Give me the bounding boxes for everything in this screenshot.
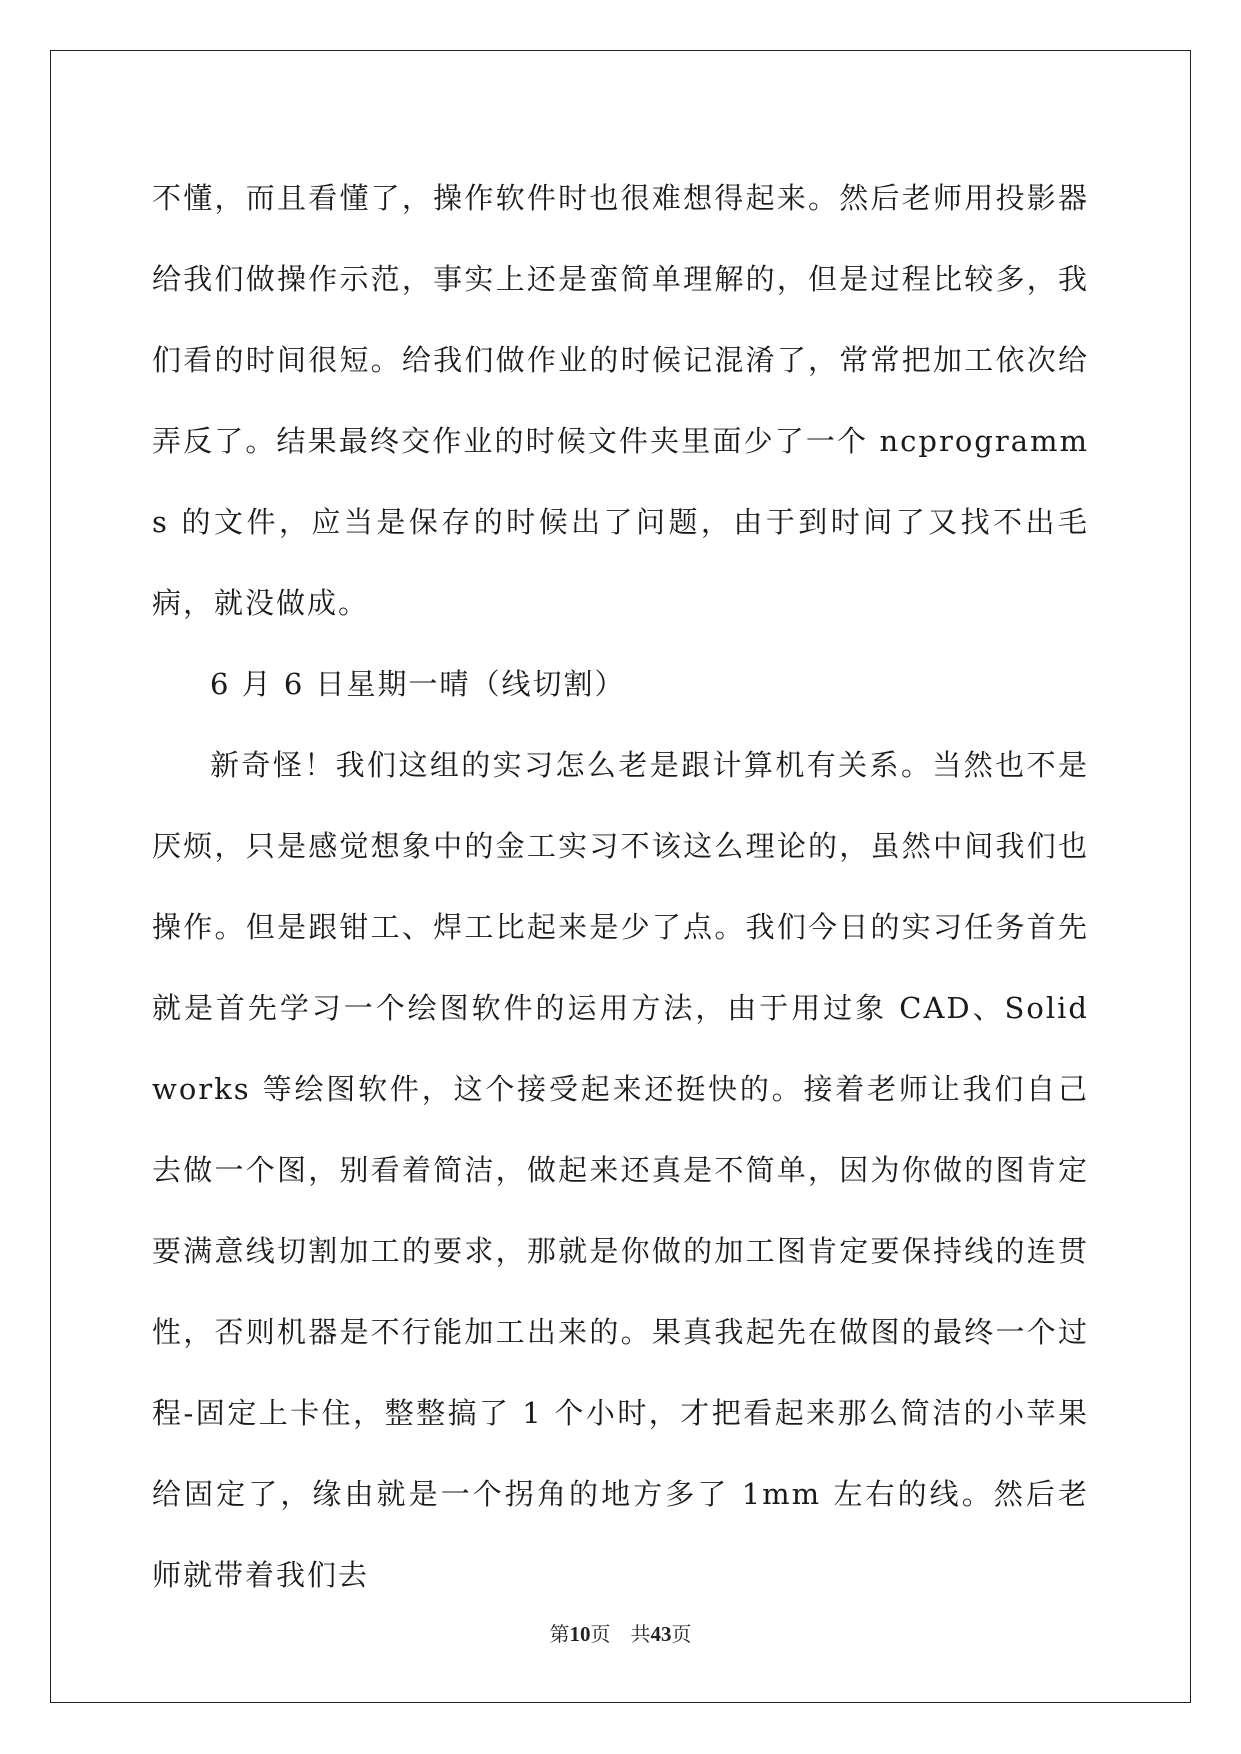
page-body — [152, 158, 1089, 1616]
footer-page-number: 10 — [569, 1622, 591, 1646]
paragraph-3: 新奇怪！我们这组的实习怎么老是跟计算机有关系。当然也不是厌烦，只是感觉想象中的金工实习不该这么理论的，虽然中间我们也操作。但是跟钳工、焊工比起来是少了点。我们今日的实习任务首先就是首先学习一个绘图软件的运用方法，由于用过象 CAD、Solidworks 等绘图软件，这个接受起来还挺快的。接着老师让我们自己去做一个图，别看着简洁，做起来还真是不简单，因为你做的图肯定要满意线切割加工的要求，那就是你做的加工图肯定要保持线的连贯性，否则机器是不行能加工出来的。果真我起先在做图的最终一个过程-固定上卡住，整整搞了 1 个小时，才把看起来那么简洁的小苹果给固定了，缘由就是一个拐角的地方多了 1mm 左右的线。然后老师就带着我们去 — [152, 748, 1089, 1592]
page-footer — [0, 1618, 1241, 1647]
paragraph-date-heading: 6 月 6 日星期一晴（线切割） — [210, 667, 626, 701]
paragraph-1: 不懂，而且看懂了，操作软件时也很难想得起来。然后老师用投影器给我们做操作示范，事实上还是蛮简单理解的，但是过程比较多，我们看的时间很短。给我们做作业的时候记混淆了，常常把加工依次给弄反了。结果最终交作业的时候文件夹里面少了一个 ncprogramms 的文件，应当是保存的时候出了问题，由于到时间了又找不出毛病，就没做成。 — [152, 181, 1089, 620]
footer-total-pages: 43 — [650, 1622, 672, 1646]
footer-suffix: 页 — [671, 1622, 692, 1646]
footer-prefix: 第 — [549, 1622, 570, 1646]
footer-mid: 页 共 — [590, 1622, 651, 1646]
